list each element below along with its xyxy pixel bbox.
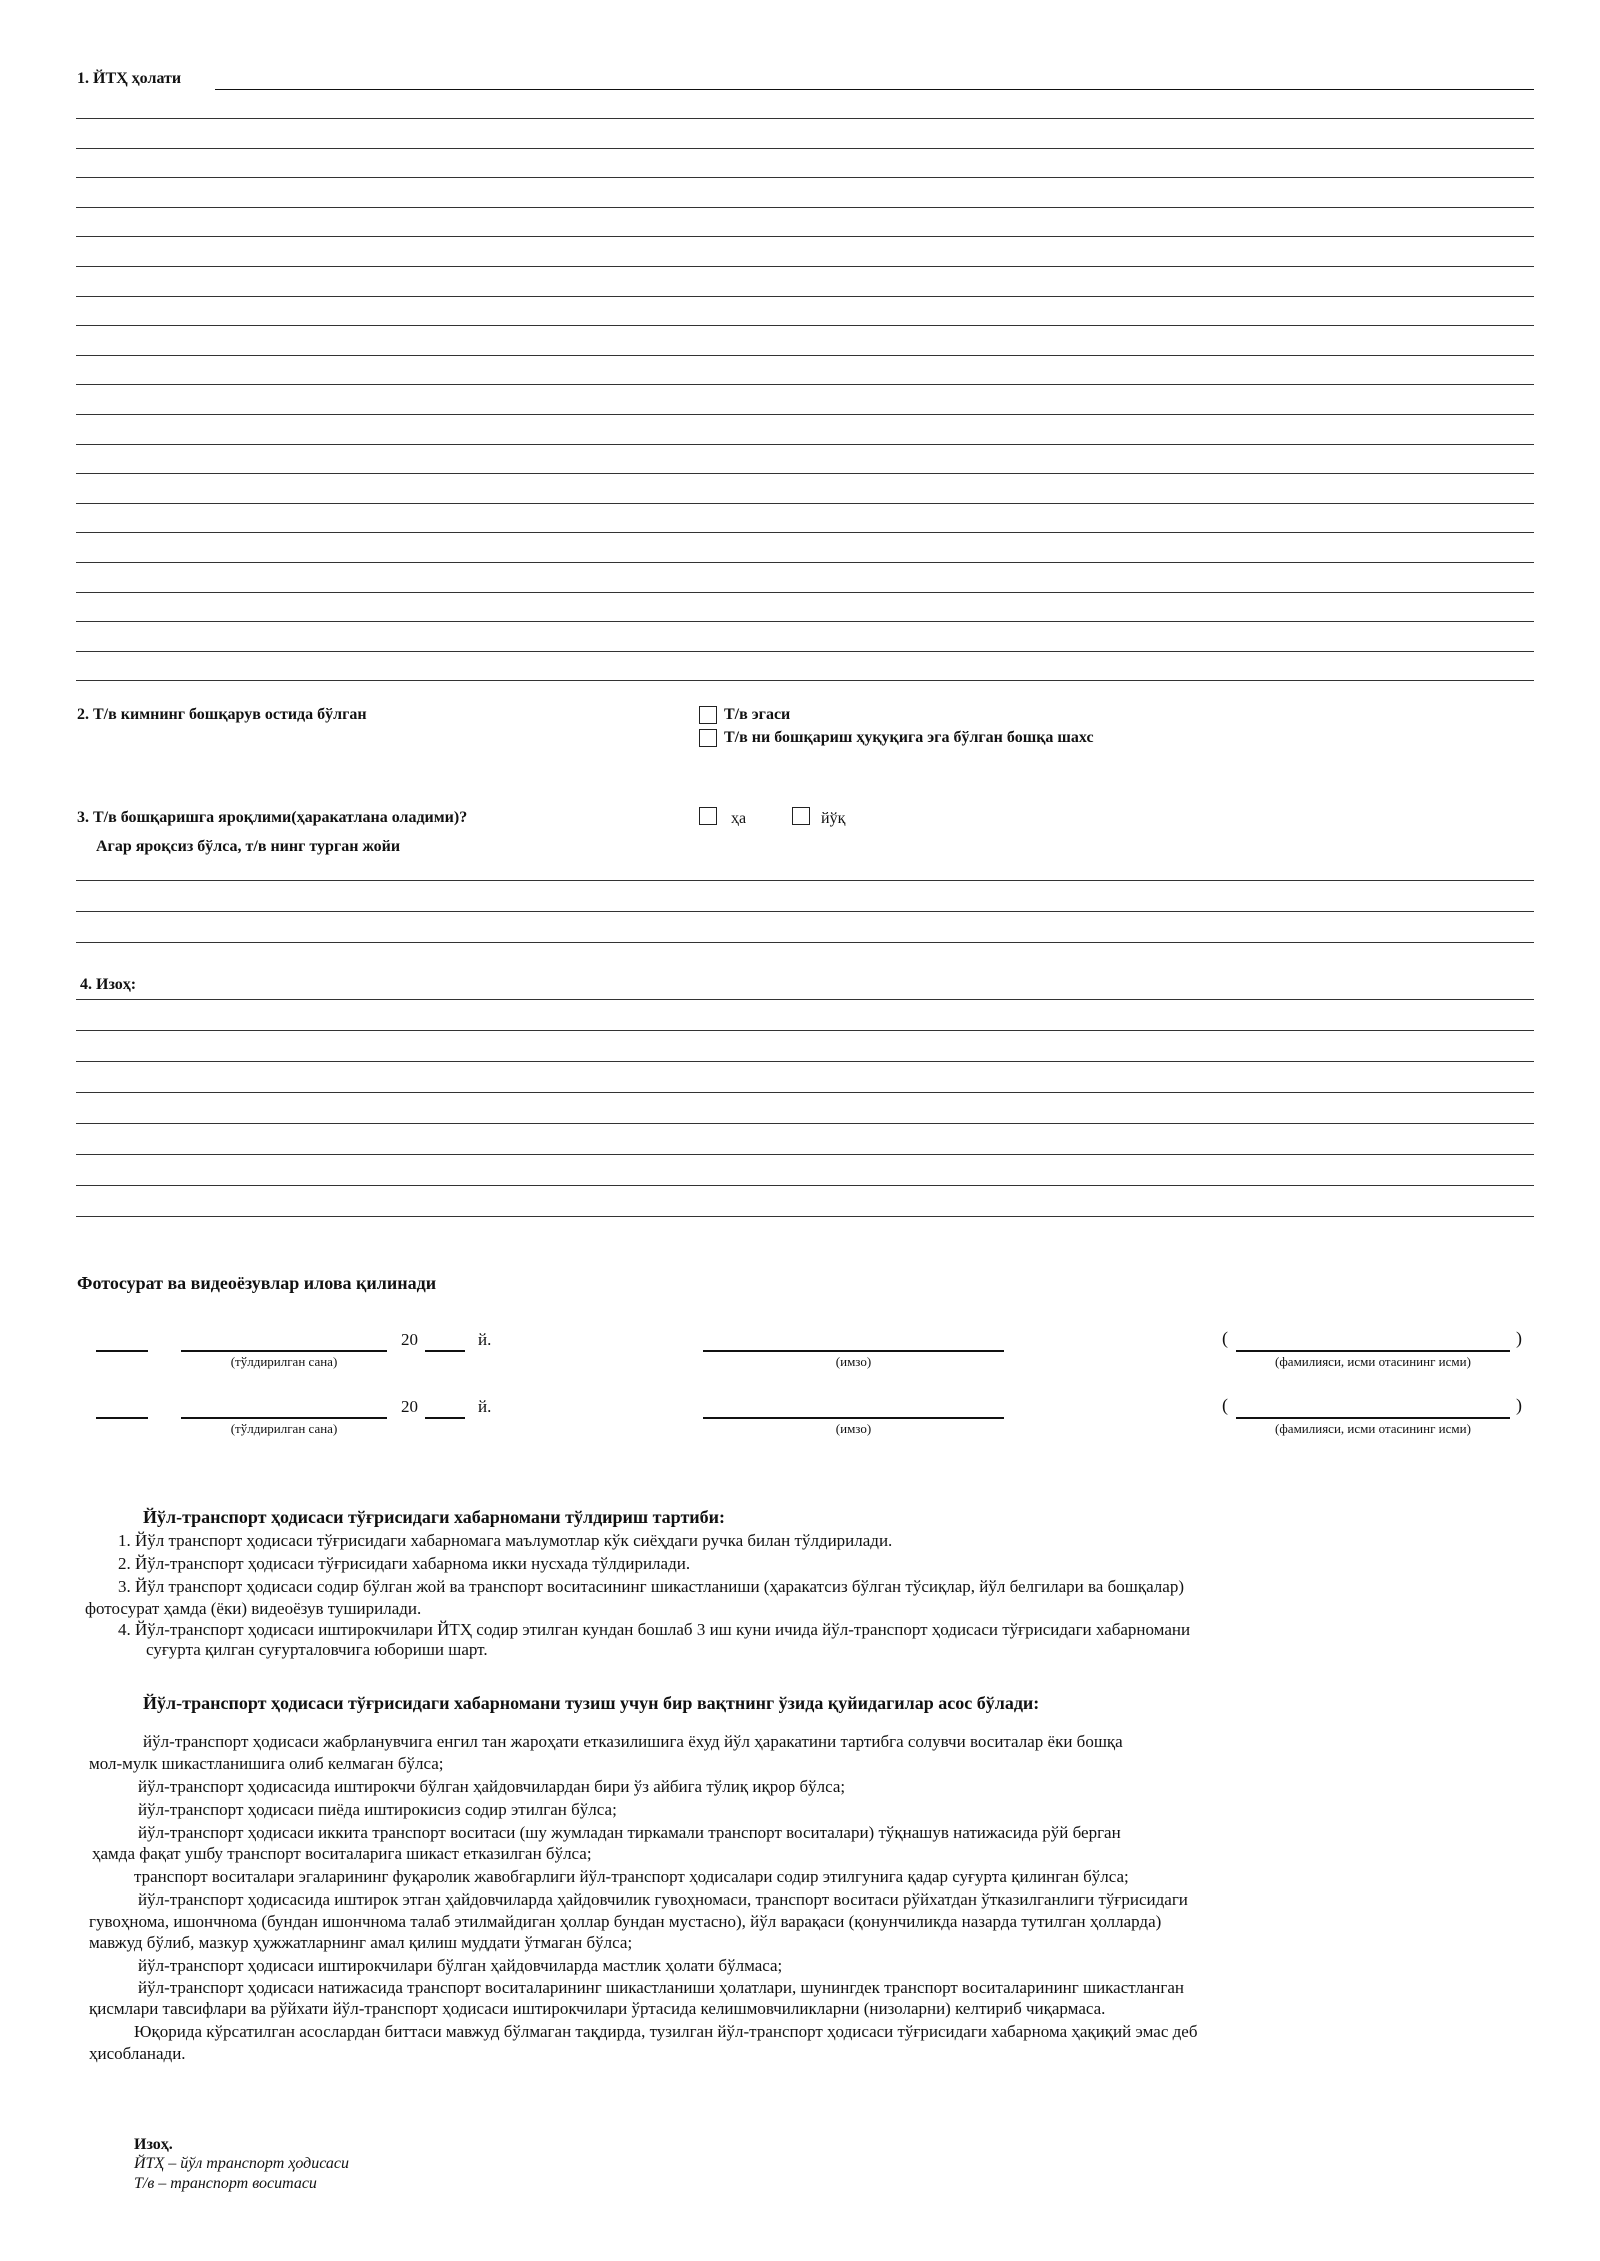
blank-writing-line[interactable] [76,296,1534,297]
owner-option-label: Т/в эгаси [724,706,791,723]
full-name-field[interactable] [1236,1350,1510,1352]
footnote-line: Т/в – транспорт воситаси [134,2175,317,2192]
instruction-line: 4. Йўл-транспорт ҳодисаси иштирокчилари ЙТҲ содир этилган кундан бошлаб 3 иш куни ичида йўл-транспорт ҳодисаси тўғрисидаги хабарномани [118,1620,1191,1639]
month-field[interactable] [181,1350,387,1352]
signature-caption: (имзо) [835,1421,872,1436]
day-field[interactable] [96,1350,148,1352]
paren-open: ( [1222,1328,1228,1348]
condition-line: қисмлари тавсифлари ва рўйхати йўл-транспорт ҳодисаси иштирокчилари ўртасида келишмовчиликларни (низоларни) келтириб чиқармаса. [89,1999,1106,2018]
condition-line: гувоҳнома, ишончнома (бундан ишончнома талаб этилмайдиган ҳоллар бундан мустасно), йўл варақаси (қонунчиликда назарда тутилган ҳолларда) [89,1912,1162,1931]
blank-writing-line[interactable] [76,148,1534,149]
day-field[interactable] [96,1417,148,1419]
blank-writing-line[interactable] [76,207,1534,208]
condition-line: Юқорида кўрсатилган асослардан биттаси мавжуд бўлмаган тақдирда, тузилган йўл-транспорт ҳодисаси тўғрисидаги хабарнома ҳақиқий эмас деб [134,2022,1198,2041]
full-name-caption: (фамилияси, исми отасининг исми) [1275,1354,1471,1369]
condition-line: транспорт воситалари эгаларининг фуқаролик жавобгарлиги йўл-транспорт ҳодисалари содир этилгунига қадар суғурта қилинган бўлса; [134,1867,1129,1886]
blank-writing-line[interactable] [76,177,1534,178]
blank-writing-line[interactable] [76,1154,1534,1155]
condition-line: йўл-транспорт ҳодисасида иштирокчи бўлган ҳайдовчилардан бири ўз айбига тўлиқ иқрор бўлса; [138,1777,846,1796]
blank-writing-line[interactable] [76,1061,1534,1062]
year-suffix: й. [478,1397,492,1416]
section-2-label: 2. Т/в кимнинг бошқарув остида бўлган [77,706,367,723]
yes-option-label: ҳа [731,810,747,827]
owner-checkbox[interactable] [699,706,717,724]
blank-writing-line[interactable] [76,621,1534,622]
blank-writing-line[interactable] [76,1123,1534,1124]
blank-writing-line[interactable] [76,325,1534,326]
condition-line: йўл-транспорт ҳодисаси пиёда иштирокисиз содир этилган бўлса; [138,1800,617,1819]
full-name-caption: (фамилияси, исми отасининг исми) [1275,1421,1471,1436]
blank-writing-line[interactable] [76,592,1534,593]
blank-writing-line[interactable] [76,999,1534,1000]
section-3-label: 3. Т/в бошқаришга яроқлими(ҳаракатлана оладими)? [77,809,468,826]
date-caption: (тўлдирилган сана) [230,1354,338,1369]
signature-caption: (имзо) [835,1354,872,1369]
instruction-line: 2. Йўл-транспорт ҳодисаси тўғрисидаги хабарнома икки нусхада тўлдирилади. [118,1554,691,1573]
signature-field[interactable] [703,1417,1004,1419]
blank-writing-line[interactable] [76,942,1534,943]
instruction-line: 1. Йўл транспорт ҳодисаси тўғрисидаги хабарномага маълумотлар кўк сиёҳдаги ручка билан тўлдирилади. [118,1531,893,1550]
blank-writing-line[interactable] [76,880,1534,881]
blank-writing-line[interactable] [76,473,1534,474]
blank-writing-line[interactable] [76,651,1534,652]
condition-line: йўл-транспорт ҳодисасида иштирок этган ҳайдовчиларда ҳайдовчилик гувоҳномаси, транспорт воситаси рўйхатдан ўтказилганлиги тўғрисидаги [138,1890,1188,1909]
yes-checkbox[interactable] [699,807,717,825]
condition-line: йўл-транспорт ҳодисаси натижасида транспорт воситаларининг шикастланиши ҳолатлари, шунингдек транспорт воситаларининг шикастланган [138,1978,1185,1997]
month-field[interactable] [181,1417,387,1419]
blank-writing-line[interactable] [76,911,1534,912]
blank-writing-line[interactable] [76,1185,1534,1186]
full-name-field[interactable] [1236,1417,1510,1419]
blank-writing-line[interactable] [76,414,1534,415]
blank-writing-line[interactable] [76,1092,1534,1093]
blank-writing-line[interactable] [76,532,1534,533]
other-person-checkbox[interactable] [699,729,717,747]
year-suffix: й. [478,1330,492,1349]
blank-writing-line[interactable] [76,680,1534,681]
condition-line: ҳамда фақат ушбу транспорт воситаларига шикаст етказилган бўлса; [92,1844,592,1863]
paren-close: ) [1516,1395,1522,1415]
section-1-label: 1. ЙТҲ ҳолати [77,70,182,87]
photo-note: Фотосурат ва видеоёзувлар илова қилинади [77,1273,437,1293]
blank-writing-line[interactable] [76,384,1534,385]
blank-writing-line[interactable] [76,236,1534,237]
condition-line: мавжуд бўлиб, мазкур ҳужжатларнинг амал қилиш муддати ўтмаган бўлса; [89,1933,633,1952]
instruction-line: суғурта қилган суғурталовчига юбориши шарт. [146,1640,488,1659]
instruction-line: фотосурат ҳамда (ёки) видеоёзув туширилади. [85,1599,422,1618]
footnote-line: ЙТҲ – йўл транспорт ҳодисаси [134,2155,350,2172]
section-1-first-line[interactable] [215,89,1534,90]
paren-open: ( [1222,1395,1228,1415]
conditions-title: Йўл-транспорт ҳодисаси тўғрисидаги хабарномани тузиш учун бир вақтнинг ўзида қуйидагилар асос бўлади: [143,1693,1040,1713]
blank-writing-line[interactable] [76,444,1534,445]
paren-close: ) [1516,1328,1522,1348]
blank-writing-line[interactable] [76,1216,1534,1217]
condition-line: йўл-транспорт ҳодисаси жабрланувчига енгил тан жароҳати етказилишига ёхуд йўл ҳаракатини тартибга солувчи воситалар ёки бошқа [143,1732,1123,1751]
blank-writing-line[interactable] [76,118,1534,119]
blank-writing-line[interactable] [76,562,1534,563]
year-prefix: 20 [401,1397,418,1416]
condition-line: мол-мулк шикастланишига олиб келмаган бўлса; [89,1754,444,1773]
other-person-option-label: Т/в ни бошқариш ҳуқуқига эга бўлган бошқа шахс [724,729,1094,746]
year-prefix: 20 [401,1330,418,1349]
blank-writing-line[interactable] [76,503,1534,504]
condition-line: ҳисобланади. [89,2044,186,2063]
year-field[interactable] [425,1350,465,1352]
no-checkbox[interactable] [792,807,810,825]
instructions-title: Йўл-транспорт ҳодисаси тўғрисидаги хабарномани тўлдириш тартиби: [143,1507,726,1527]
signature-field[interactable] [703,1350,1004,1352]
no-option-label: йўқ [821,810,846,827]
date-caption: (тўлдирилган сана) [230,1421,338,1436]
year-field[interactable] [425,1417,465,1419]
footnote-title: Изоҳ. [134,2136,173,2153]
section-4-label: 4. Изоҳ: [80,976,137,993]
condition-line: йўл-транспорт ҳодисаси иккита транспорт воситаси (шу жумладан тиркамали транспорт воситалари) тўқнашув натижасида рўй берган [138,1823,1121,1842]
section-3-sublabel: Агар яроқсиз бўлса, т/в нинг турган жойи [96,838,401,855]
blank-writing-line[interactable] [76,266,1534,267]
condition-line: йўл-транспорт ҳодисаси иштирокчилари бўлган ҳайдовчиларда мастлик ҳолати бўлмаса; [138,1956,783,1975]
blank-writing-line[interactable] [76,355,1534,356]
instruction-line: 3. Йўл транспорт ҳодисаси содир бўлган жой ва транспорт воситасининг шикастланиши (ҳаракатсиз бўлган тўсиқлар, йўл белгилари ва бошқалар) [118,1577,1184,1596]
blank-writing-line[interactable] [76,1030,1534,1031]
